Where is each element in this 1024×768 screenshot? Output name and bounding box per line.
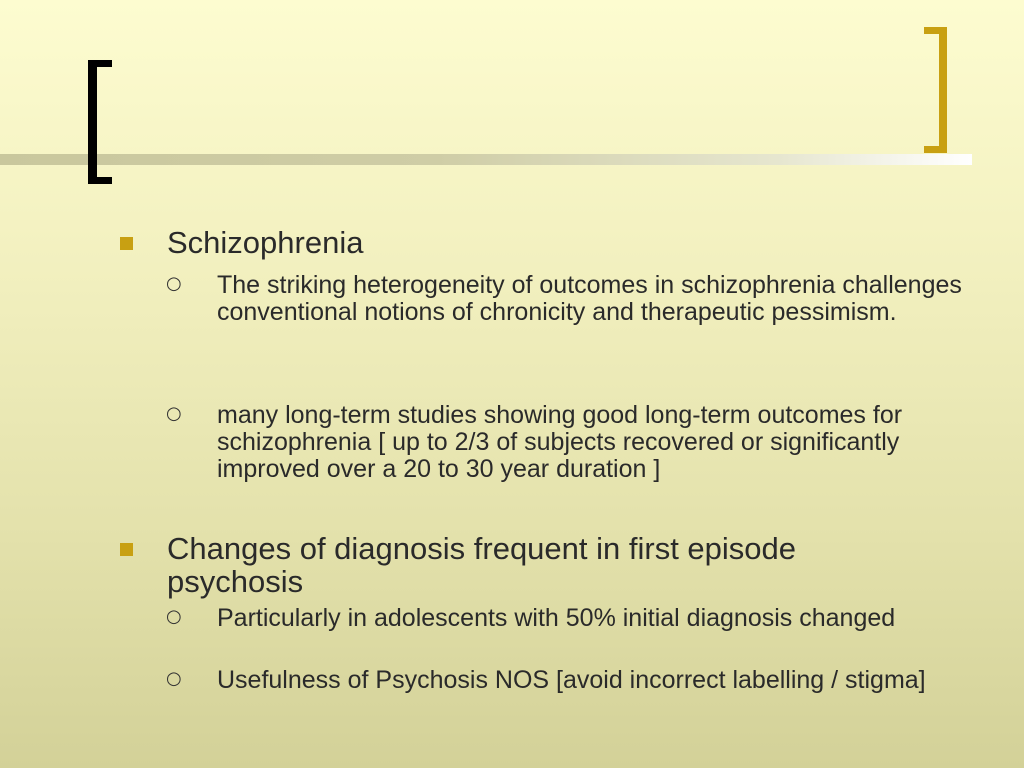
circle-bullet-icon: ○ bbox=[166, 606, 182, 627]
bullet-text: Schizophrenia bbox=[167, 225, 364, 260]
square-bullet-icon bbox=[120, 543, 133, 556]
circle-bullet-icon: ○ bbox=[166, 668, 182, 689]
left-bracket-decoration bbox=[88, 60, 112, 184]
title-divider-line bbox=[0, 154, 972, 165]
sub-bullet-text: Particularly in adolescents with 50% initial diagnosis changed bbox=[217, 604, 896, 632]
sub-bullet-text: Usefulness of Psychosis NOS [avoid incorrect labelling / stigma] bbox=[217, 666, 926, 694]
sub-bullet-text: The striking heterogeneity of outcomes in schizophrenia challenges conventional notions of chronicity and therapeutic pessimism. bbox=[217, 271, 962, 326]
square-bullet-icon bbox=[120, 237, 133, 250]
bullet-text: Changes of diagnosis frequent in first episode psychosis bbox=[167, 531, 797, 599]
circle-bullet-icon: ○ bbox=[166, 403, 182, 424]
circle-bullet-icon: ○ bbox=[166, 273, 182, 294]
sub-bullet-text: many long-term studies showing good long-term outcomes for schizophrenia [ up to 2/3 of subjects recovered or significantly improved over a 20 to 30 year duration ] bbox=[217, 401, 903, 483]
right-bracket-decoration bbox=[924, 27, 947, 153]
